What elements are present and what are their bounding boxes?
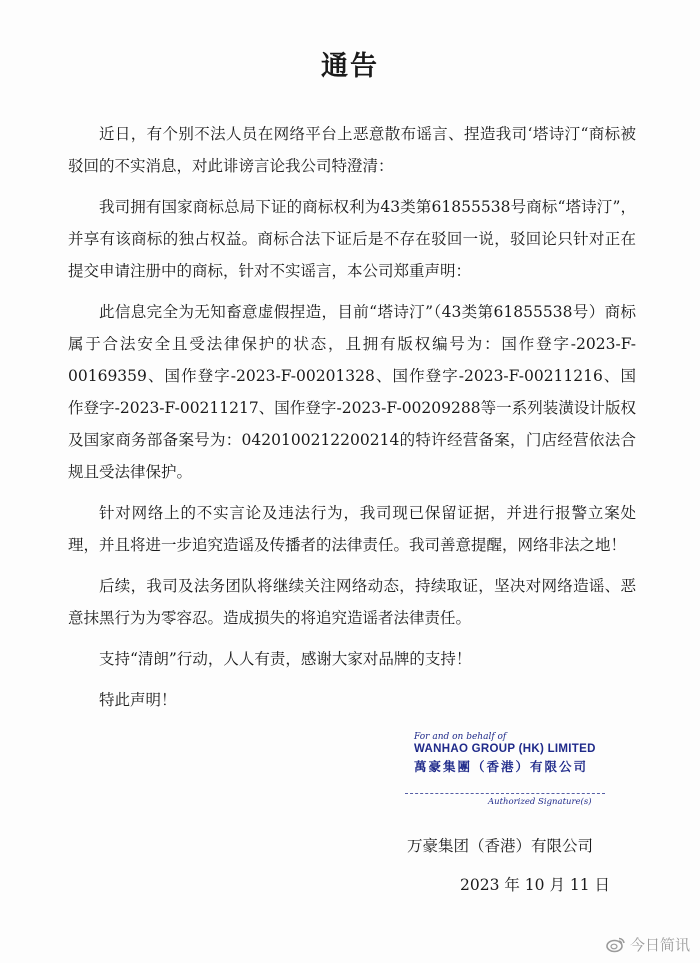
weibo-icon [606, 936, 626, 953]
page-title: 通告 [321, 51, 379, 82]
stamp-on-behalf: For and on behalf of [414, 732, 507, 742]
notice-body [68, 118, 636, 725]
watermark [606, 934, 690, 955]
stamp-company-en: WANHAO GROUP (HK) LIMITED [414, 743, 596, 755]
signatory-company: 万豪集团（香港）有限公司 [407, 837, 594, 855]
paragraph-intro: 近日，有个别不法人员在网络平台上恶意散布谣言、捏造我司‘塔诗汀“商标被驳回的不实消息，对此诽谤言论我公司特澄清： [68, 125, 636, 175]
paragraph-declaration: 此信息完全为无知畜意虚假捏造，目前“塔诗汀”（43类第61855538号）商标属于合法安全且受法律保护的状态，且拥有版权编号为：国作登字-2023-F-00169359、国作登字-2023-F-00201328、国作登字-2023-F-00211216、国作登字-2023-F-00211217、国作登字-2023-F-00209288等一系列装潢设计版权及国家商务部备案号为：0420100212200214的特许经营备案，门店经营依法合规且受法律保护。 [68, 303, 636, 481]
paragraph-closing: 特此声明！ [99, 691, 177, 709]
signature-date: 2023 年 10 月 11 日 [460, 876, 611, 894]
signature-line [405, 793, 605, 794]
paragraph-support: 支持“清朗”行动，人人有责，感谢大家对品牌的支持！ [99, 650, 472, 668]
watermark-text: 今日简讯 [629, 936, 690, 954]
paragraph-trademark-rights: 我司拥有国家商标总局下证的商标权利为43类第61855538号商标“塔诗汀”，并享有该商标的独占权益。商标合法下证后是不存在驳回一说，驳回论只针对正在提交申请注册中的商标，针对不实谣言，本公司郑重声明： [68, 198, 636, 280]
authorized-signature-label: Authorized Signature(s) [488, 797, 592, 807]
company-stamp [414, 732, 614, 775]
paragraph-legal-action: 针对网络上的不实言论及违法行为，我司现已保留证据，并进行报警立案处理，并且将进一步追究造谣及传播者的法律责任。我司善意提醒，网络非法之地！ [68, 504, 636, 554]
stamp-company-zh: 萬豪集團（香港）有限公司 [414, 759, 589, 774]
paragraph-followup: 后续，我司及法务团队将继续关注网络动态，持续取证，坚决对网络造谣、恶意抹黑行为为零容忍。造成损失的将追究造谣者法律责任。 [68, 577, 636, 627]
